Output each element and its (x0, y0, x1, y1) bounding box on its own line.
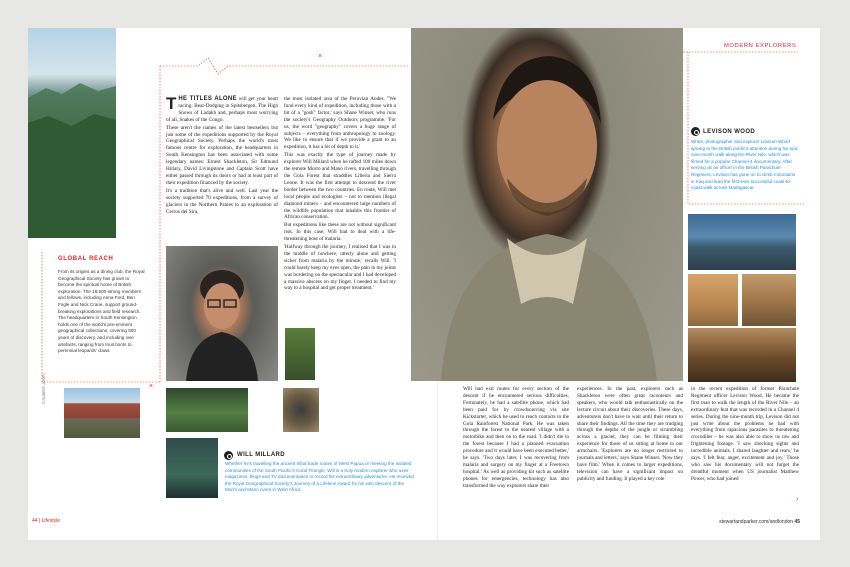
nile-boat-photo (688, 214, 796, 270)
paragraph: These aren't the names of the latest bestsellers but just some of the expeditions supported by the Royal Geographical Society. Perhaps the world's most famous centre for exploration, the headquarters in South Kensington has been associated with some legendary names: Ernest Shackleton, Sir Edmund Hillary, David Livingstone and Captain Scott have either passed through its doors or had at least part of their expedition financed by the society. (166, 124, 278, 186)
mountain-landscape-photo (28, 28, 116, 238)
photo-credit: © ROBERT JONES (42, 373, 46, 404)
section-label: MODERN EXPLORERS (724, 43, 797, 49)
folio-left: 44 | Lifestyle (32, 518, 60, 524)
folio-url: stewartandparker.com/andlondon (719, 519, 794, 525)
compass-icon (691, 127, 700, 136)
article-column-5: in the recent expedition of former Parachute Regiment officer Levison Wood. He became the first man to walk the length of the River Nile – an extraordinary feat that was recorded in a Channel 4 series. During the nine-month trip, Levison did not just write about the problems he had with everything from rapacious parasites to threatening crocodiles – he was also able to show us raw and frightening footage. 'I saw shocking sights and incredible animals. I shared laughter and tears,' he says. 'I felt fear, anger, excitement and joy.' Those who saw his documentary will not forget the dreadful moment when US journalist Matthew Power, who had joined (691, 386, 799, 482)
caption-name-millard: WILL MILLARD (237, 452, 286, 458)
hill-silhouette (28, 28, 116, 238)
article-column-1 (166, 96, 278, 216)
intro-paragraph (166, 96, 278, 124)
village-photo (688, 328, 796, 382)
levison-wood-portrait (411, 28, 683, 381)
paragraph: 'Halfway through the journey, I realised that I was in the middle of nowhere, utterly alone and getting sicker from malaria by the minute,' recalls Will. 'I could barely keep my eyes open, the pain in my joints was bordering on the spectacular and I had developed a massive abscess on my finger. I needed to find my way to a hospital and get proper treatment.' (284, 244, 396, 292)
sidebar-text: From its origins as a dining club, the Royal Geographical Society has grown to become the spiritual home of British exploration. The 16,500-strong members and fellows, including Anna Ford, Ben Fogle and Nick Crane, support ground-breaking explorations and field research. The headquarters in South Kensington holds one of the world's pre-eminent geographical collections, covering 500 years of discovery, and including rare artefacts, ranging from Inuit boots to perennial leopards' claws. (58, 269, 145, 354)
desert-trek-photo (742, 274, 796, 326)
paragraph: This was exactly the type of journey made by explorer Will Millard when he rafted 100 miles down the remote Morro and Mano rivers, travelling through the Gola Forest that straddles Liberia and Sierra Leone. It was the first attempt to descend the river border between the two countries. En route, Will met local people and ecologists – not to mention illegal diamond miners – and encountered large numbers of the wildlife population that inhabits this frontier of African conservation. (284, 152, 396, 221)
article-column-4: experiences. In the past, explorers such as Shackleton were often great raconteurs and speakers, who would talk enthusiastically on the lecture circuit about their discoveries. These days, adventurers don't have to wait until their return to share their findings. All the time they are trudging through the depths of the jungle or scrambling across a glacier, they can be filming their experience for those of us sitting at home in our armchairs. 'Explorers are no longer restricted to journals and letters,' says Shane Winser. 'Now they have film.' When it comes to larger expeditions, television can have a significant impact on publicity and funding. It played a key role (577, 386, 683, 482)
drop-cap: T (166, 94, 177, 113)
folio-right (719, 519, 800, 525)
expedition-photo-raft (166, 438, 218, 498)
paragraph: But expeditions like these are not without significant risk. In this case, Will had to deal with a life-threatening bout of malaria. (284, 222, 396, 243)
paragraph: will get your heart racing: Bear-Dodging in Spitsbergen, The High Snows of Ladakh and, perhaps most worrying of all, Snakes of the Congo. (166, 96, 278, 123)
expedition-photo-forest (285, 328, 315, 380)
sidebar-title: GLOBAL REACH (58, 256, 114, 262)
intro-caps: HE TITLES ALONE (178, 96, 237, 102)
portrait-figure (411, 28, 683, 381)
article-column-2 (284, 96, 396, 293)
expedition-photo-spider (283, 388, 319, 432)
paragraph: It's a tradition that's alive and well. Last year the society supported 70 expeditions, from a survey of glaciers in the Northern Panies to an exploration of Cerros del Sira, (166, 187, 278, 215)
folio-page-number: 45 (794, 519, 800, 525)
paragraph: the most isolated area of the Peruvian Andes. "We fund every kind of expedition, including those with a bit of a "gosh" factor,' says Shane Winser, who runs the society's Geography Outdoors programme. 'For us, the word "geography" covers a huge range of subjects – everything from anthropology to zoology. We like to ensure that if we provide a grant to an expedition, it has a bit of depth to it.' (284, 96, 396, 151)
expedition-photo-canoe (166, 388, 248, 432)
continue-arrow-icon: › (796, 496, 799, 503)
article-column-3: Will had exit routes for every section of the descent if he encountered serious difficulties. Fortunately, he had a satellite phone, which had been paid for by crowdsourcing via site Kickstarter, which he used to reach contacts in the Gola Rainforest National Park. He was taken through the forest to the nearest village with a motorbike and then on to the road. 'I didn't die in the forest because I had a planned evacuation procedure and it would have been executed better,' he says. 'Two days later, I was recovering from malaria and surgery on my finger at a Freetown hospital.' As well as providing kit such as satellite phones for emergencies, technology has also transformed the way explorers share their (463, 386, 569, 489)
caption-text-millard: Whether he's travelling the ancient tribal trade routes of West Papua or meeting the isolated communities of the South Pacific's Coral Triangle, Will is a truly modern explorer who uses magazines, blogs and TV documentaries to record his extraordinary adventures. He received the Royal Geographical Society's Journey of a Lifetime Award for his solo descent of the Morro and Mano rivers in West Africa. (225, 461, 414, 493)
svg-text:×: × (149, 383, 154, 390)
caption-text-wood: Writer, photographer and explorer Levison Wood sprang to the British public's attention during his epic nine-month walk along the River Nile, which was filmed for a popular Channel 4 documentary. After serving as an officer in the British Parachute Regiment, Levison has gone on to climb mountains in Iraq and lead the first-ever successful coast-to-coast walk across Madagascar. (691, 139, 799, 191)
rgs-building-photo (64, 388, 140, 438)
magazine-spread (28, 28, 820, 540)
camel-photo (688, 274, 738, 326)
caption-name-wood: LEVISON WOOD (703, 129, 756, 135)
portrait-figure (166, 246, 278, 381)
compass-icon (224, 451, 233, 460)
svg-text:×: × (318, 53, 323, 60)
will-millard-portrait (166, 246, 278, 381)
